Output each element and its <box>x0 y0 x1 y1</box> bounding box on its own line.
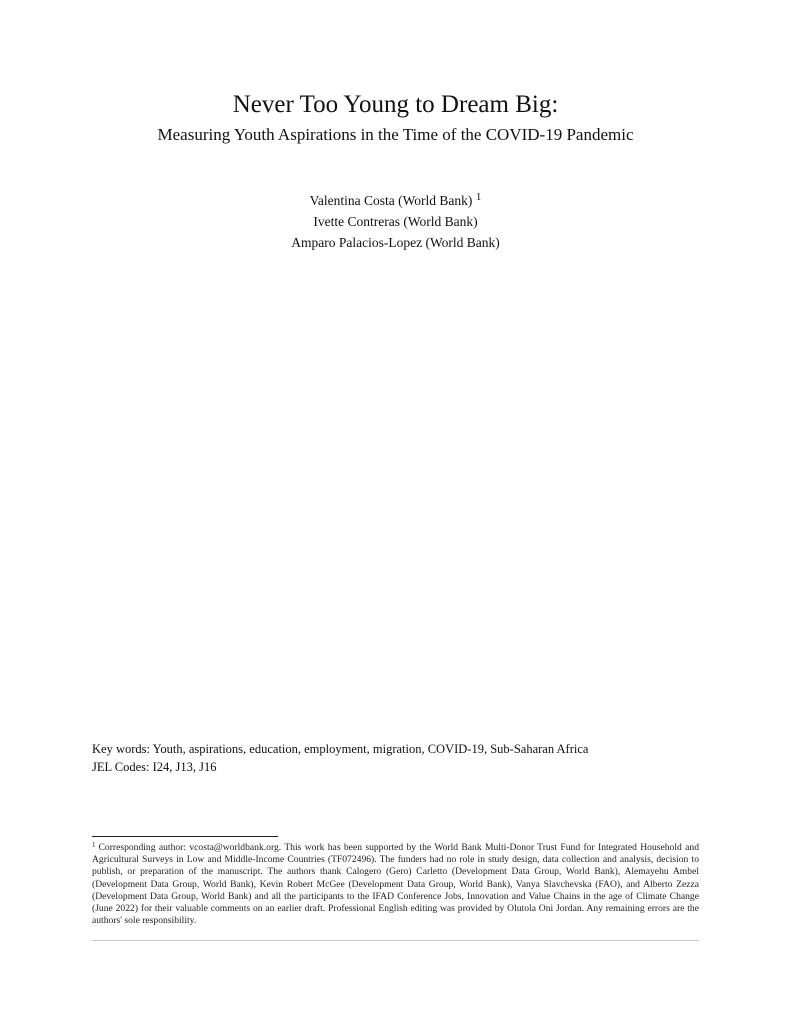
author-name: Amparo Palacios-Lopez (World Bank) <box>291 235 500 250</box>
paper-title: Never Too Young to Dream Big: <box>232 91 559 118</box>
author-list <box>0 190 791 253</box>
author-line <box>0 190 791 211</box>
author-line <box>0 232 791 253</box>
author-line <box>0 211 791 232</box>
author-name: Valentina Costa (World Bank) <box>309 193 473 208</box>
footnote-separator <box>92 836 278 837</box>
footnote <box>92 842 699 927</box>
footnote-mark: 1 <box>92 841 96 849</box>
jel-codes-line: JEL Codes: I24, J13, J16 <box>92 760 217 774</box>
page-bottom-divider <box>92 940 699 941</box>
author-name: Ivette Contreras (World Bank) <box>313 214 478 229</box>
footnote-reference[interactable]: 1 <box>475 191 482 203</box>
key-words-line: Key words: Youth, aspirations, education, employment, migration, COVID-19, Sub-Saharan Africa <box>92 742 589 756</box>
keywords-block <box>92 740 712 776</box>
footnote-text: Corresponding author: vcosta@worldbank.org. This work has been supported by the World Bank Multi-Donor Trust Fund for Integrated Household and Agricultural Surveys in Low and Middle-Income Countries (TF072496). The funders had no role in study design, data collection and analysis, decision to publish, or preparation of the manuscript. The authors thank Calogero (Gero) Carletto (Development Data Group, World Bank), Alemayehu Ambel (Development Data Group, World Bank), Kevin Robert McGee (Development Data Group, World Bank), Vanya Slavchevska (FAO), and Alberto Zezza (Development Data Group, World Bank) and all the participants to the IFAD Conference Jobs, Innovation and Value Chains in the age of Climate Change (June 2022) for their valuable comments on an earlier draft. Professional English editing was provided by Olutola Oni Jordan. Any remaining errors are the authors' sole responsibility. <box>92 842 699 927</box>
paper-subtitle: Measuring Youth Aspirations in the Time of the COVID-19 Pandemic <box>157 125 634 144</box>
